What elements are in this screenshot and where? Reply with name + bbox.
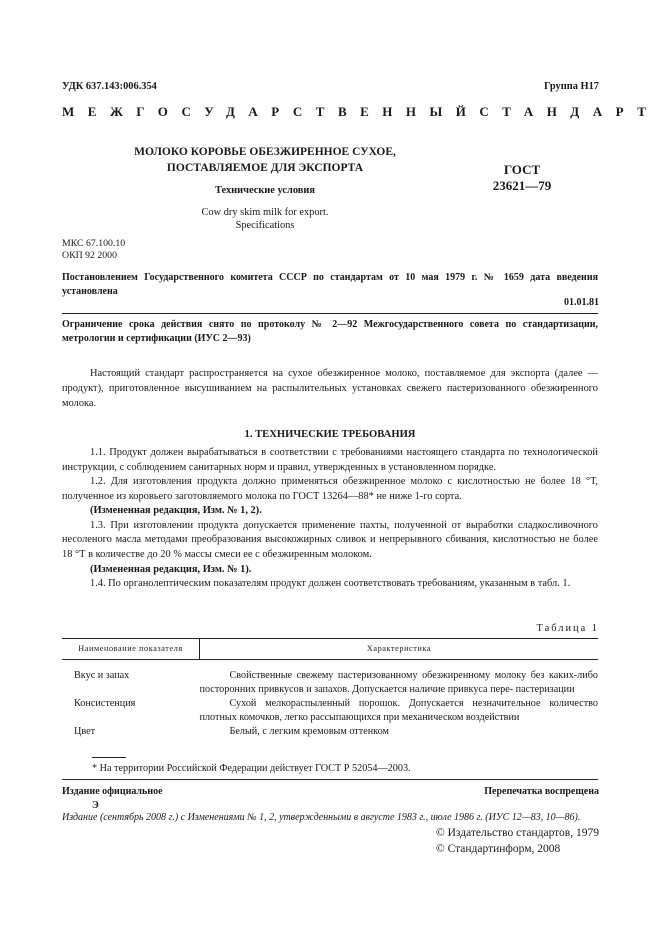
copyright-line-2: © Стандартинформ, 2008 — [435, 842, 561, 855]
banner-word-standard: СТАНДАРТ — [479, 104, 660, 119]
english-title — [100, 206, 430, 233]
table-header-indicator: Наименование показателя — [62, 639, 200, 660]
title-line-1: МОЛОКО КОРОВЬЕ ОБЕЗЖИРЕННОЕ СУХОЕ, — [134, 146, 396, 158]
table-row — [62, 724, 598, 739]
table-caption: Таблица 1 — [536, 623, 599, 634]
table-row — [62, 660, 598, 697]
clause-1-3: 1.3. При изготовлении продукта допускается применение пахты, полученной от выработки сладкосливочного несоленого масла методами преобразования высокожирных сливок и непрерывного сбивания, кислотностью не более 18 °Т в количестве до 20 % массы смеси ее с обезжиренным молоком. — [62, 519, 598, 560]
table-header-row — [62, 639, 598, 660]
udk-code: УДК 637.143:006.354 — [62, 81, 157, 92]
english-title-line-2: Specifications — [235, 220, 295, 232]
classification-codes — [62, 238, 125, 262]
title-block — [100, 145, 430, 233]
clause-1-4: 1.4. По органолептическим показателям продукт должен соответствовать требованиям, указанным в табл. 1. — [90, 578, 571, 590]
divider-line — [62, 313, 598, 314]
scope-paragraph — [62, 366, 598, 411]
title-line-2: ПОСТАВЛЯЕМОЕ ДЛЯ ЭКСПОРТА — [166, 161, 364, 174]
scope-text: Настоящий стандарт распространяется на сухое обезжиренное молоко, поставляемое для экспорта (далее — продукт), приготовленное высушиванием на распылительных установках свежего пастеризованного обезжиренного молока. — [62, 368, 598, 410]
edition-note: Издание (сентябрь 2008 г.) с Изменениями № 1, 2, утвержденными в августе 1983 г., июле 1986 г. (ИУС 12—83, 10—86). — [62, 812, 581, 823]
introduction-date: 01.01.81 — [564, 297, 599, 308]
gost-number: 23621—79 — [492, 178, 552, 194]
row-indicator: Консистенция — [74, 698, 136, 710]
row-indicator: Цвет — [74, 726, 96, 738]
table-row — [62, 696, 598, 724]
document-title — [100, 145, 430, 176]
decree-text: Постановлением Государственного комитета СССР по стандартам от 10 мая 1979 г. № 1659 дата введения установлена — [62, 272, 598, 297]
row-characteristic-text: Свойственные свежему пастеризованному обезжиренному молоку без каких-либо посторонних привкусов и запахов. Допускается наличие привкуса пере- пастеризации — [199, 670, 598, 695]
row-characteristic — [200, 724, 599, 739]
reprint-prohibited-label: Перепечатка воспрещена — [484, 786, 599, 797]
section-body — [62, 446, 598, 592]
row-indicator: Вкус и запах — [74, 670, 130, 681]
e-mark: Э — [92, 800, 99, 811]
clause-1-2-edit-note: (Измененная редакция, Изм. № 1, 2). — [90, 505, 262, 517]
okp-code: ОКП 92 2000 — [62, 250, 117, 262]
clause-1-2: 1.2. Для изготовления продукта должно применяться обезжиренное молоко с кислотностью не более 18 °Т, полученное из коровьего заготовляемого молока по ГОСТ 13264—88* не ниже 1-го сорта. — [62, 476, 598, 502]
gost-label: ГОСТ — [503, 162, 541, 177]
group-code: Группа Н17 — [543, 81, 599, 92]
section-heading: 1. ТЕХНИЧЕСКИЕ ТРЕБОВАНИЯ — [244, 429, 416, 440]
official-edition-label: Издание официальное — [62, 786, 163, 797]
clause-1-1: 1.1. Продукт должен вырабатываться в соответствии с требованиями настоящего стандарта по технологической инструкции, с соблюдением санитарных норм и правил, утвержденных в установленном порядке. — [62, 447, 598, 473]
copyright-line-1: © Издательство стандартов, 1979 — [435, 827, 599, 839]
gost-designation — [482, 162, 562, 195]
clause-1-3-edit-note: (Измененная редакция, Изм. № 1). — [90, 563, 252, 575]
mks-code: МКС 67.100.10 — [62, 238, 126, 249]
row-characteristic — [200, 660, 599, 697]
row-characteristic-text: Белый, с легким кремовым оттенком — [229, 726, 389, 738]
organoleptic-table — [62, 638, 598, 739]
english-title-line-1: Cow dry skim milk for export. — [201, 206, 329, 218]
footnote: * На территории Российской Федерации действует ГОСТ Р 52054—2003. — [92, 763, 411, 774]
row-characteristic-text: Сухой мелкораспыленный порошок. Допускается незначительное количество плотных комочков, легко рассыпающихся при механическом воздействии — [199, 698, 598, 723]
row-characteristic — [200, 696, 599, 724]
limitation-note: Ограничение срока действия снято по протоколу № 2—92 Межгосударственного совета по стандартизации, метрологии и сертификации (ИУС 2—93) — [62, 319, 598, 344]
banner-word-interstate: МЕЖГОСУДАРСТВЕННЫЙ — [62, 104, 480, 119]
standard-banner — [62, 104, 660, 121]
document-subtitle: Технические условия — [215, 185, 315, 197]
copyright-block — [436, 826, 599, 857]
table-header-characteristic: Характеристика — [200, 639, 599, 660]
footnote-rule — [92, 757, 126, 758]
footer-divider — [62, 779, 598, 780]
